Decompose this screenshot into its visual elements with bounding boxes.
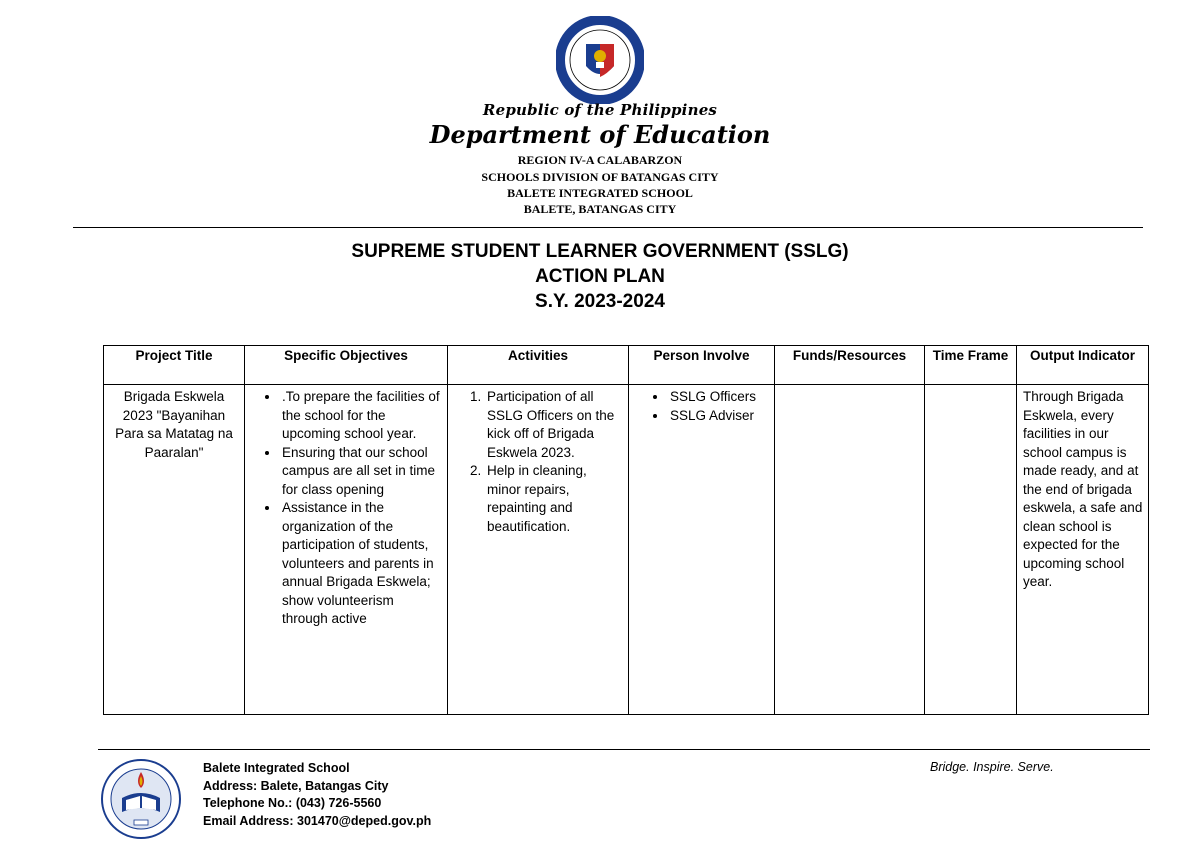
region-label: REGION IV-A CALABARZON <box>517 153 683 167</box>
objective-item: • .To prepare the facilities of the school for the upcoming school year. <box>280 388 442 444</box>
column-header: Funds/Resources <box>775 346 925 385</box>
deped-seal-logo <box>556 16 644 104</box>
project-title-cell: Brigada Eskwela 2023 "Bayanihan Para sa Matatag na Paaralan" <box>104 385 245 715</box>
division-label: SCHOOLS DIVISION OF BATANGAS CITY <box>481 170 719 184</box>
school-motto: Bridge. Inspire. Serve. <box>930 760 1054 774</box>
objectives-cell <box>245 385 448 715</box>
column-header: Activities <box>448 346 629 385</box>
person-item: • SSLG Officers <box>668 388 769 407</box>
document-subtitle: ACTION PLAN <box>535 266 665 287</box>
footer-divider <box>98 749 1150 750</box>
column-header: Output Indicator <box>1017 346 1149 385</box>
table-header-row <box>104 346 1149 385</box>
footer-school-name: Balete Integrated School <box>203 761 350 775</box>
footer-email: Email Address: 301470@deped.gov.ph <box>203 813 432 828</box>
column-header: Specific Objectives <box>245 346 448 385</box>
output-indicator-cell: Through Brigada Eskwela, every facilities in our school campus is made ready, and at the end of brigada eskwela, a safe and clean school is expected for the upcoming school year. <box>1017 385 1149 715</box>
footer-contact <box>203 760 431 830</box>
department-heading: Department of Education <box>429 120 771 149</box>
school-label: BALETE INTEGRATED SCHOOL <box>507 186 693 200</box>
activity-item: 1. Participation of all SSLG Officers on the kick off of Brigada Eskwela 2023. <box>485 388 623 462</box>
school-year: S.Y. 2023-2024 <box>535 291 665 312</box>
objective-item: • Assistance in the organization of the participation of students, volunteers and parents in annual Brigada Eskwela; show volunteerism through active <box>280 499 442 629</box>
footer-telephone: Telephone No.: (043) 726-5560 <box>203 796 382 810</box>
school-seal-logo <box>100 758 182 840</box>
document-title: SUPREME STUDENT LEARNER GOVERNMENT (SSLG) <box>351 241 849 262</box>
city-label: BALETE, BATANGAS CITY <box>523 202 677 216</box>
table-row <box>104 385 1149 715</box>
header-divider <box>73 227 1143 228</box>
time-frame-cell <box>925 385 1017 715</box>
action-plan-table <box>103 345 1149 715</box>
activities-cell <box>448 385 629 715</box>
republic-heading: Republic of the Philippines <box>482 101 718 119</box>
column-header: Time Frame <box>925 346 1017 385</box>
funds-cell <box>775 385 925 715</box>
footer-address: Address: Balete, Batangas City <box>203 778 389 793</box>
objective-item: • Ensuring that our school campus are all set in time for class opening <box>280 444 442 500</box>
persons-cell <box>629 385 775 715</box>
person-item: • SSLG Adviser <box>668 407 769 426</box>
column-header: Project Title <box>104 346 245 385</box>
column-header: Person Involve <box>629 346 775 385</box>
activity-item: 2. Help in cleaning, minor repairs, repainting and beautification. <box>485 462 623 536</box>
